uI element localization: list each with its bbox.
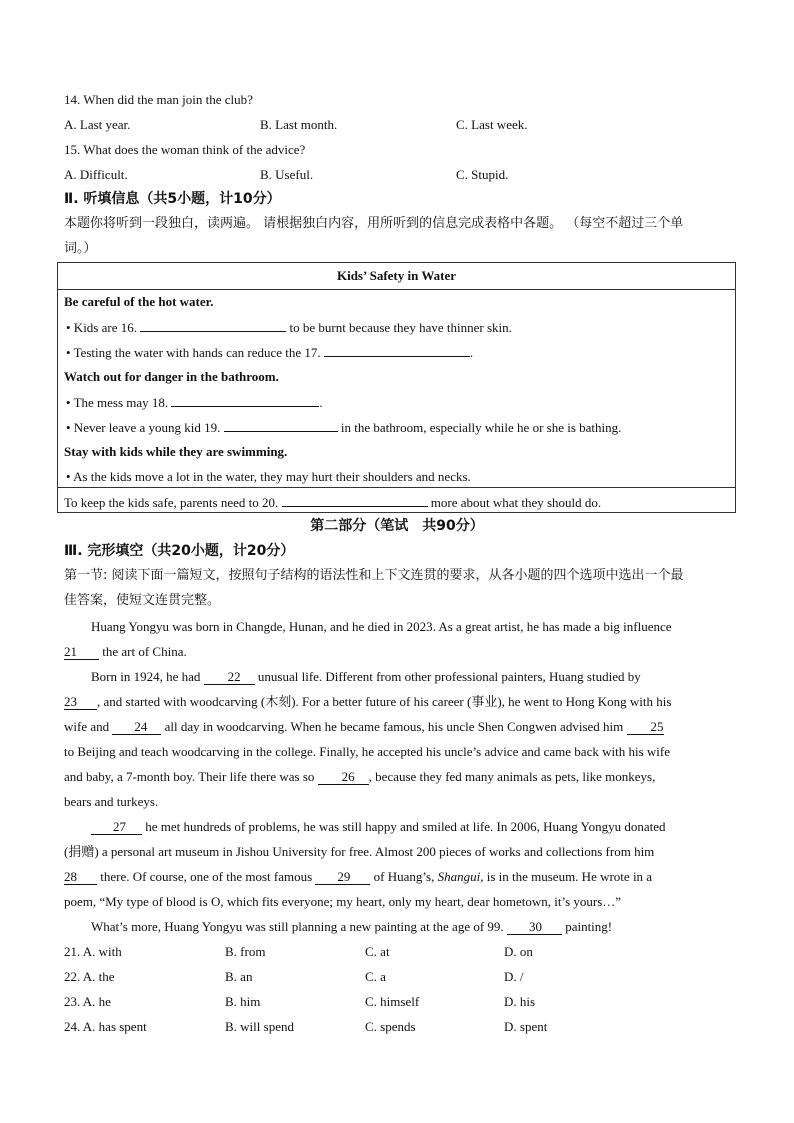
q15-option-a: A. Difficult. [64,167,128,182]
q23-option-a[interactable]: 23. A. he [64,994,111,1009]
blank-25[interactable]: 25 [627,719,664,735]
q15-option-b: B. Useful. [260,167,314,182]
passage-line [91,919,612,935]
answer-blank-18[interactable] [171,394,319,407]
passage-text: painting! [565,919,613,934]
table-item-18 [66,394,323,411]
passage-line [64,869,652,885]
item-20-text-end: more about what they should do. [430,495,602,510]
passage-line [64,769,655,785]
passage-text: there. Of course, one of the most famous [100,869,313,884]
q22-option-d[interactable]: D. / [504,969,524,984]
passage-text: he met hundreds of problems, he was still happy and smiled at life. In 2006, Huang Yongyu donated [145,819,666,834]
question-15: 15. What does the woman think of the advice? [64,142,306,157]
blank-22[interactable]: 22 [204,669,255,685]
table-heading-swimming: Stay with kids while they are swimming. [64,444,288,459]
blank-26[interactable]: 26 [318,769,369,785]
section-3-instructions-cont: 佳答案，使短文连贯完整。 [64,593,221,608]
q24-option-d[interactable]: D. spent [504,1019,548,1034]
passage-text: and baby, a 7-month boy. Their life there was so [64,769,315,784]
blank-27[interactable]: 27 [91,819,142,835]
passage-line [64,719,664,735]
q23-option-c[interactable]: C. himself [365,994,420,1009]
q21-option-c[interactable]: C. at [365,944,390,959]
answer-blank-19[interactable] [224,419,338,432]
q21-option-b[interactable]: B. from [225,944,266,959]
item-16-text: • Kids are 16. [66,320,137,335]
passage-line: (捐赠) a personal art museum in Jishou University for free. Almost 200 pieces of works and collections from him [64,844,655,859]
safety-table [57,262,736,513]
section-2-instructions: 本题你将听到一段独白，读两遍。 请根据独白内容，用所听到的信息完成表格中各题。 （每空不超过三个单 [64,216,684,231]
passage-text: the art of China. [102,644,187,659]
blank-23[interactable]: 23 [64,694,97,710]
passage-text: of Huang’s, [373,869,435,884]
blank-21[interactable]: 21 [64,644,99,660]
blank-29[interactable]: 29 [315,869,370,885]
table-divider [58,289,735,290]
passage-line [64,644,187,660]
q23-option-b[interactable]: B. him [225,994,261,1009]
q14-option-a: A. Last year. [64,117,131,132]
item-16-text-end: to be burnt because they have thinner skin. [289,320,512,335]
q22-option-c[interactable]: C. a [365,969,386,984]
section-2-instructions-cont: 词。） [64,241,97,256]
blank-24[interactable]: 24 [112,719,161,735]
passage-text: , because they fed many animals as pets, like monkeys, [368,769,656,784]
blank-28[interactable]: 28 [64,869,97,885]
q14-option-c: C. Last week. [456,117,528,132]
passage-line [91,669,641,685]
table-heading-hot-water: Be careful of the hot water. [64,294,214,309]
item-17-text-end: . [469,345,474,360]
passage-line: to Beijing and teach woodcarving in the college. Finally, he accepted his uncle’s advice and came back with his wife [64,744,670,759]
table-item-20 [64,494,601,511]
passage-line: bears and turkeys. [64,794,159,809]
answer-blank-16[interactable] [140,319,286,332]
question-14: 14. When did the man join the club? [64,92,253,107]
passage-text: What’s more, Huang Yongyu was still planning a new painting at the age of 99. [91,919,504,934]
passage-line [64,694,671,710]
table-heading-bathroom: Watch out for danger in the bathroom. [64,369,279,384]
table-item-swim: • As the kids move a lot in the water, they may hurt their shoulders and necks. [66,469,471,484]
part-2-heading: 第二部分（笔试 共90分） [310,518,484,534]
item-18-text: • The mess may 18. [66,395,169,410]
table-item-17 [66,344,473,361]
section-3-heading: Ⅲ. 完形填空（共20小题，计20分） [64,543,295,559]
passage-text: wife and [64,719,110,734]
item-17-text: • Testing the water with hands can reduce the 17. [66,345,321,360]
item-19-text: • Never leave a young kid 19. [66,420,221,435]
answer-blank-20[interactable] [282,494,428,507]
q22-option-a[interactable]: 22. A. the [64,969,115,984]
passage-text: all day in woodcarving. When he became famous, his uncle Shen Congwen advised him [164,719,624,734]
passage-text: , is in the museum. He wrote in a [480,869,653,884]
section-3-instructions: 第一节: 阅读下面一篇短文，按照句子结构的语法性和上下文连贯的要求，从各小题的四个选项中选出一个最 [64,568,684,583]
artwork-title: Shangui [437,869,481,884]
q24-option-b[interactable]: B. will spend [225,1019,294,1034]
answer-blank-17[interactable] [324,344,470,357]
q15-option-c: C. Stupid. [456,167,509,182]
passage-text: Born in 1924, he had [91,669,201,684]
blank-30[interactable]: 30 [507,919,562,935]
passage-line: poem, “My type of blood is O, which fits everyone; my heart, only my heart, dear hometown, it’s yours…” [64,894,622,909]
table-item-19 [66,419,621,436]
passage-text: unusual life. Different from other professional painters, Huang studied by [257,669,641,684]
section-2-heading: Ⅱ. 听填信息（共5小题，计10分） [64,191,281,207]
item-18-text-end: . [319,395,323,410]
q24-option-a[interactable]: 24. A. has spent [64,1019,147,1034]
item-19-text-end: in the bathroom, especially while he or she is bathing. [340,420,622,435]
q14-option-b: B. Last month. [260,117,338,132]
q21-option-a[interactable]: 21. A. with [64,944,122,959]
q21-option-d[interactable]: D. on [504,944,533,959]
item-20-text: To keep the kids safe, parents need to 20. [64,495,279,510]
table-item-16 [66,319,512,336]
table-title: Kids’ Safety in Water [336,268,457,283]
q23-option-d[interactable]: D. his [504,994,536,1009]
passage-line: Huang Yongyu was born in Changde, Hunan, and he died in 2023. As a great artist, he has made a big influence [91,619,672,634]
q22-option-b[interactable]: B. an [225,969,253,984]
q24-option-c[interactable]: C. spends [365,1019,416,1034]
table-divider [58,487,735,488]
passage-text: , and started with woodcarving (木刻). For a better future of his career (事业), he went to Hong Kong with his [97,694,672,709]
passage-line [91,819,666,835]
